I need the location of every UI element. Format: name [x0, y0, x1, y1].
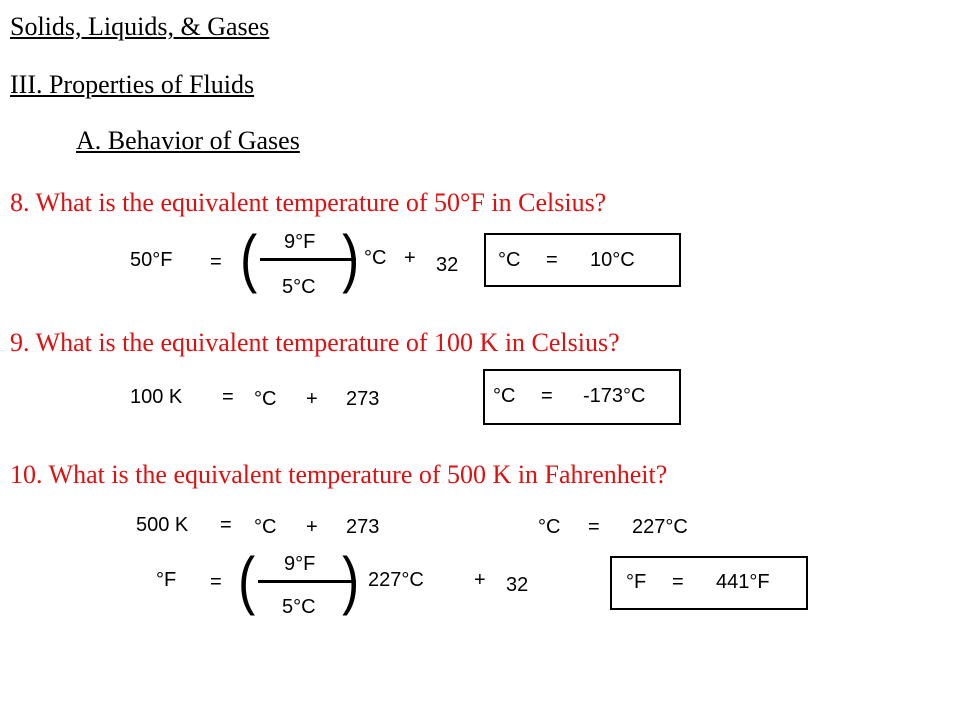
- q10-step2-term: 227°C: [368, 569, 424, 591]
- q8-answer-box: [484, 233, 681, 287]
- q9-plus: +: [306, 388, 318, 410]
- q8-fraction-denominator: 5°C: [282, 276, 316, 298]
- q8-constant: 32: [436, 254, 459, 276]
- q8-answer-unit: °C: [498, 249, 521, 271]
- question-8: 8. What is the equivalent temperature of 50°F in Celsius?: [10, 188, 607, 217]
- q9-term: °C: [254, 388, 277, 410]
- q10-step1-constant: 273: [346, 516, 380, 538]
- q10-answer-unit: °F: [626, 571, 647, 593]
- q9-lhs: 100 K: [130, 386, 183, 408]
- q8-answer-equals: =: [546, 249, 558, 271]
- q10-answer-equals: =: [672, 571, 684, 593]
- section-title: III. Properties of Fluids: [10, 70, 255, 99]
- question-9: 9. What is the equivalent temperature of 100 K in Celsius?: [10, 328, 620, 357]
- q8-answer-value: 10°C: [590, 249, 635, 271]
- q10-step1-plus: +: [306, 516, 318, 538]
- q10-answer-box: [610, 556, 808, 610]
- q10-step1-result-equals: =: [588, 516, 600, 538]
- q10-step1-lhs: 500 K: [136, 514, 189, 536]
- q10-step2-plus: +: [474, 569, 486, 591]
- q8-left-paren: (: [240, 222, 258, 294]
- topic-title: Solids, Liquids, & Gases: [10, 12, 270, 41]
- q8-equals: =: [210, 251, 222, 273]
- q10-fraction-denominator: 5°C: [282, 596, 316, 618]
- q8-plus: +: [404, 247, 416, 269]
- q10-fraction-numerator: 9°F: [284, 553, 316, 575]
- q10-step2-equals: =: [210, 571, 222, 593]
- q10-answer-value: 441°F: [716, 571, 770, 593]
- q9-answer-value: -173°C: [583, 385, 646, 407]
- q10-step1-term: °C: [254, 516, 277, 538]
- q9-answer-equals: =: [541, 385, 553, 407]
- q10-step1-result-unit: °C: [538, 516, 561, 538]
- q10-step2-lhs: °F: [156, 569, 177, 591]
- q9-answer-box: [483, 369, 681, 425]
- q10-step1-equals: =: [220, 514, 232, 536]
- q9-answer-unit: °C: [493, 385, 516, 407]
- q10-left-paren: (: [238, 544, 256, 616]
- question-10: 10. What is the equivalent temperature of 500 K in Fahrenheit?: [10, 460, 668, 489]
- q9-equals: =: [222, 386, 234, 408]
- q10-right-paren: ): [342, 544, 360, 616]
- subsection-title: A. Behavior of Gases: [76, 126, 300, 155]
- q10-step1-result-value: 227°C: [632, 516, 688, 538]
- q8-fraction-numerator: 9°F: [284, 231, 316, 253]
- q9-constant: 273: [346, 388, 380, 410]
- q8-term: °C: [364, 247, 387, 269]
- q10-step2-constant: 32: [506, 574, 529, 596]
- q8-lhs: 50°F: [130, 249, 173, 271]
- q8-right-paren: ): [342, 222, 360, 294]
